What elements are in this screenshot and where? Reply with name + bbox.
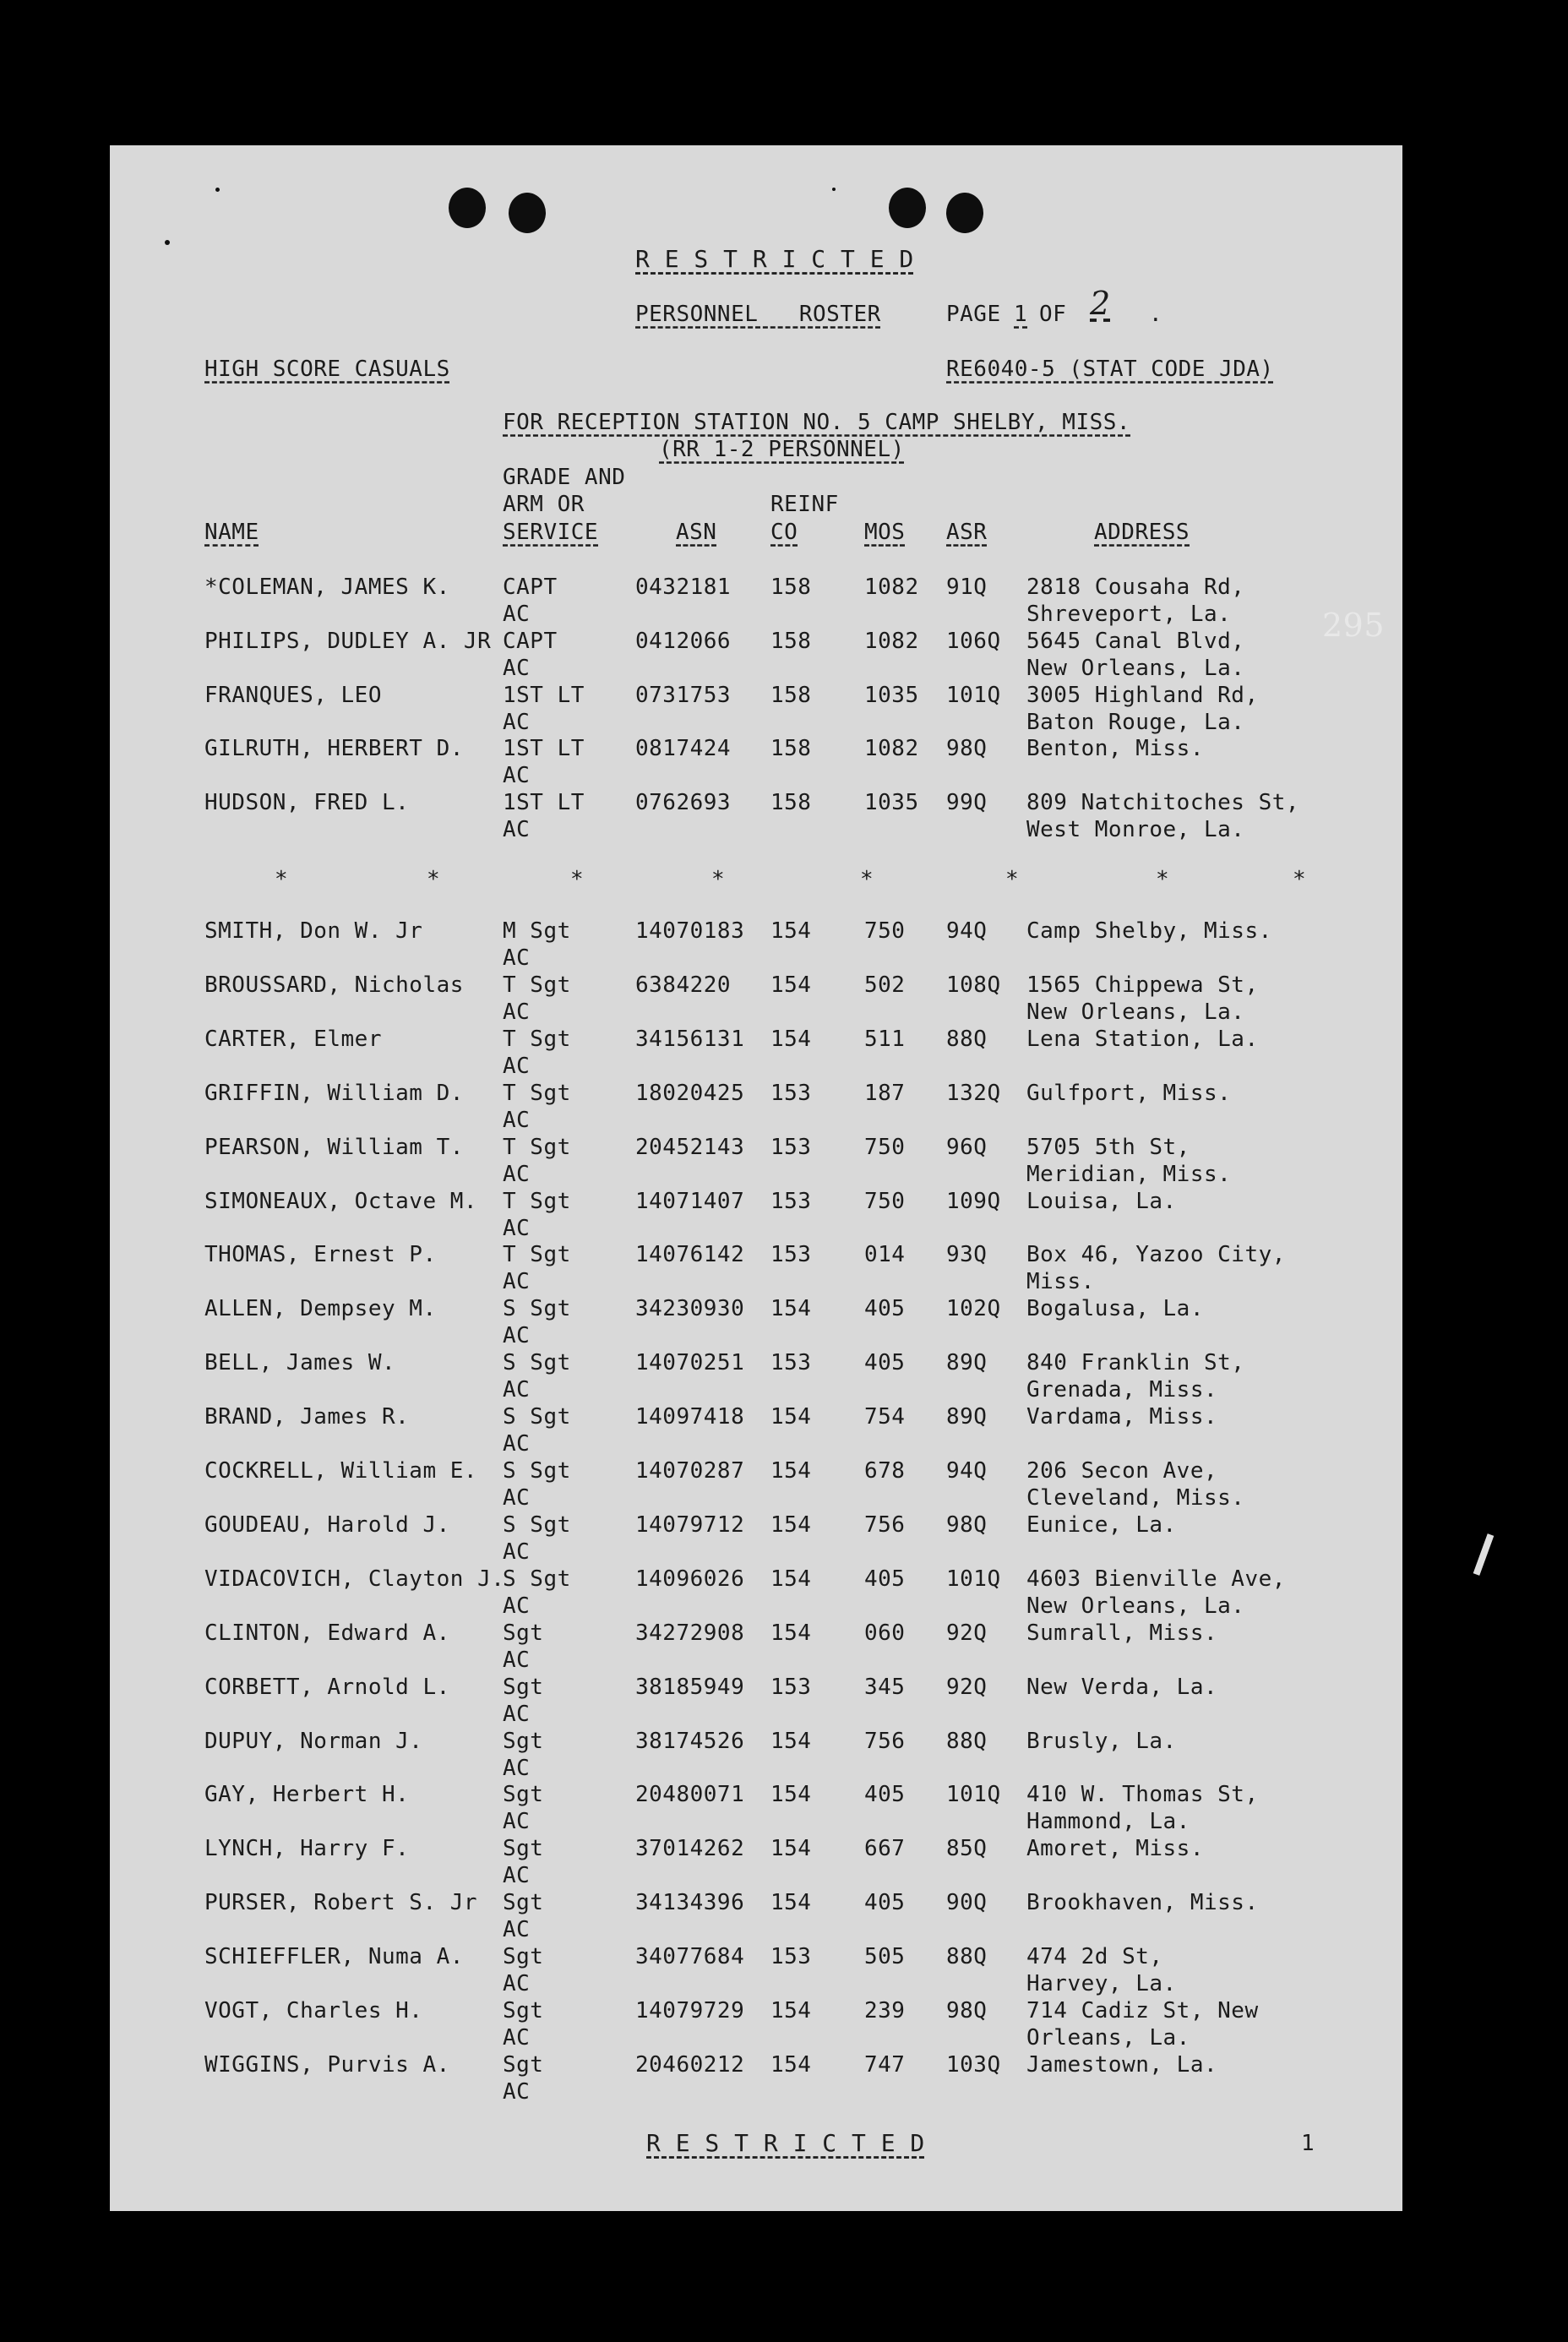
cell-co: 153 bbox=[770, 1350, 812, 1376]
asr-header: ASR bbox=[946, 520, 988, 545]
cell-address-line-1: Brookhaven, Miss. bbox=[1026, 1890, 1259, 1916]
cell-co: 154 bbox=[770, 1782, 812, 1808]
cell-name: GOUDEAU, Harold J. bbox=[204, 1511, 450, 1538]
cell-address-line-2: New Orleans, La. bbox=[1026, 655, 1245, 681]
cell-asn: 0817424 bbox=[635, 736, 732, 762]
document-page bbox=[110, 145, 1402, 2211]
cell-name: SMITH, Don W. Jr bbox=[204, 918, 423, 944]
cell-asn: 14097418 bbox=[635, 1404, 745, 1430]
cell-address-line-1: 5705 5th St, bbox=[1026, 1134, 1190, 1160]
cell-co: 158 bbox=[770, 736, 812, 762]
cell-asn: 14079729 bbox=[635, 1998, 745, 2023]
personnel-type: (RR 1-2 PERSONNEL) bbox=[659, 437, 905, 462]
cell-mos: 756 bbox=[864, 1511, 906, 1538]
cell-address-line-1: Lena Station, La. bbox=[1026, 1026, 1259, 1052]
cell-grade: S Sgt bbox=[503, 1404, 571, 1430]
margin-mark bbox=[1473, 1533, 1494, 1576]
cell-mos: 754 bbox=[864, 1404, 906, 1430]
cell-arm: AC bbox=[503, 1539, 531, 1565]
cell-address-line-1: Jamestown, La. bbox=[1026, 2051, 1218, 2078]
cell-address-line-2: Shreveport, La. bbox=[1026, 602, 1232, 627]
cell-asr: 101Q bbox=[946, 682, 1001, 708]
punch-hole bbox=[509, 193, 546, 233]
cell-grade: T Sgt bbox=[503, 1242, 571, 1268]
cell-asr: 101Q bbox=[946, 1566, 1001, 1592]
cell-mos: 511 bbox=[864, 1026, 906, 1052]
cell-mos: 345 bbox=[864, 1674, 906, 1700]
cell-address-line-1: Eunice, La. bbox=[1026, 1511, 1177, 1538]
cell-address-line-1: Benton, Miss. bbox=[1026, 736, 1204, 762]
cell-grade: 1ST LT bbox=[503, 790, 585, 816]
page-total: 2 bbox=[1090, 285, 1111, 322]
cell-arm: AC bbox=[503, 655, 531, 681]
cell-arm: AC bbox=[503, 2025, 531, 2051]
cell-arm: AC bbox=[503, 1755, 531, 1781]
cell-address-line-1: Camp Shelby, Miss. bbox=[1026, 918, 1272, 944]
cell-arm: AC bbox=[503, 2078, 531, 2105]
cell-asr: 90Q bbox=[946, 1890, 988, 1916]
grade-header-2: ARM OR bbox=[503, 492, 585, 517]
grade-header-1: GRADE AND bbox=[503, 465, 626, 490]
cell-grade: Sgt bbox=[503, 1998, 544, 2023]
cell-co: 153 bbox=[770, 1242, 812, 1268]
cell-co: 154 bbox=[770, 1026, 812, 1052]
cell-arm: AC bbox=[503, 1701, 531, 1727]
cell-name: DUPUY, Norman J. bbox=[204, 1728, 423, 1754]
separator-asterisk: * bbox=[711, 867, 726, 892]
cell-grade: CAPT bbox=[503, 575, 558, 600]
cell-asr: 88Q bbox=[946, 1728, 988, 1754]
cell-asr: 89Q bbox=[946, 1404, 988, 1430]
cell-name: BROUSSARD, Nicholas bbox=[204, 972, 464, 998]
cell-address-line-1: 206 Secon Ave, bbox=[1026, 1458, 1218, 1484]
cell-grade: Sgt bbox=[503, 1836, 544, 1862]
cell-asn: 20460212 bbox=[635, 2051, 745, 2078]
cell-asr: 94Q bbox=[946, 918, 988, 944]
cell-arm: AC bbox=[503, 1485, 531, 1511]
page-dot: . bbox=[1149, 302, 1163, 327]
cell-name: GRIFFIN, William D. bbox=[204, 1080, 464, 1106]
cell-address-line-2: Baton Rouge, La. bbox=[1026, 709, 1245, 735]
cell-address-line-1: Bogalusa, La. bbox=[1026, 1296, 1204, 1322]
cell-address-line-1: Box 46, Yazoo City, bbox=[1026, 1242, 1286, 1268]
cell-mos: 750 bbox=[864, 1134, 906, 1160]
cell-grade: T Sgt bbox=[503, 1026, 571, 1052]
asn-header: ASN bbox=[676, 520, 717, 545]
cell-arm: AC bbox=[503, 1053, 531, 1079]
cell-grade: 1ST LT bbox=[503, 682, 585, 708]
cell-asr: 108Q bbox=[946, 972, 1001, 998]
grade-header-3: SERVICE bbox=[503, 520, 599, 545]
cell-name: PEARSON, William T. bbox=[204, 1134, 464, 1160]
cell-address-line-2: New Orleans, La. bbox=[1026, 1593, 1245, 1619]
separator-asterisk: * bbox=[1156, 867, 1170, 892]
cell-grade: S Sgt bbox=[503, 1566, 571, 1592]
cell-mos: 1082 bbox=[864, 736, 919, 762]
roster-title: PERSONNEL ROSTER bbox=[635, 302, 881, 327]
cell-arm: AC bbox=[503, 602, 531, 627]
cell-asn: 18020425 bbox=[635, 1080, 745, 1106]
cell-asr: 92Q bbox=[946, 1674, 988, 1700]
cell-grade: M Sgt bbox=[503, 918, 571, 944]
cell-asr: 89Q bbox=[946, 1350, 988, 1376]
cell-mos: 678 bbox=[864, 1458, 906, 1484]
speck bbox=[215, 188, 220, 192]
cell-name: BRAND, James R. bbox=[204, 1404, 410, 1430]
cell-address-line-1: 410 W. Thomas St, bbox=[1026, 1782, 1259, 1808]
cell-mos: 405 bbox=[864, 1782, 906, 1808]
cell-asn: 34134396 bbox=[635, 1890, 745, 1916]
cell-name: SCHIEFFLER, Numa A. bbox=[204, 1944, 464, 1970]
cell-address-line-2: Harvey, La. bbox=[1026, 1971, 1177, 1997]
reception-station: FOR RECEPTION STATION NO. 5 CAMP SHELBY, MISS. bbox=[503, 410, 1131, 435]
cell-asn: 34156131 bbox=[635, 1026, 745, 1052]
cell-arm: AC bbox=[503, 1107, 531, 1133]
category-label: HIGH SCORE CASUALS bbox=[204, 357, 450, 382]
cell-asr: 92Q bbox=[946, 1620, 988, 1646]
cell-grade: Sgt bbox=[503, 1728, 544, 1754]
reinf-header-2: CO bbox=[770, 520, 798, 545]
cell-asn: 14070183 bbox=[635, 918, 745, 944]
cell-co: 154 bbox=[770, 1296, 812, 1322]
cell-co: 154 bbox=[770, 1566, 812, 1592]
cell-arm: AC bbox=[503, 1593, 531, 1619]
cell-address-line-2: Grenada, Miss. bbox=[1026, 1377, 1218, 1403]
cell-mos: 405 bbox=[864, 1296, 906, 1322]
cell-name: ALLEN, Dempsey M. bbox=[204, 1296, 437, 1322]
cell-co: 158 bbox=[770, 682, 812, 708]
cell-grade: Sgt bbox=[503, 2051, 544, 2078]
cell-mos: 756 bbox=[864, 1728, 906, 1754]
page-label: PAGE bbox=[946, 302, 1001, 327]
cell-asn: 14096026 bbox=[635, 1566, 745, 1592]
cell-co: 153 bbox=[770, 1080, 812, 1106]
cell-grade: Sgt bbox=[503, 1782, 544, 1808]
cell-asn: 0412066 bbox=[635, 628, 732, 654]
cell-co: 154 bbox=[770, 1458, 812, 1484]
cell-mos: 1082 bbox=[864, 628, 919, 654]
address-header: ADDRESS bbox=[1094, 520, 1190, 545]
cell-mos: 502 bbox=[864, 972, 906, 998]
cell-address-line-1: 2818 Cousaha Rd, bbox=[1026, 575, 1245, 600]
mos-header: MOS bbox=[864, 520, 906, 545]
cell-address-line-1: Vardama, Miss. bbox=[1026, 1404, 1218, 1430]
cell-mos: 405 bbox=[864, 1350, 906, 1376]
cell-co: 153 bbox=[770, 1944, 812, 1970]
reinf-header-1: REINF bbox=[770, 492, 839, 517]
cell-co: 154 bbox=[770, 918, 812, 944]
footer-page-number: 1 bbox=[1301, 2131, 1315, 2156]
cell-name: WIGGINS, Purvis A. bbox=[204, 2051, 450, 2078]
cell-asr: 91Q bbox=[946, 575, 988, 600]
separator-asterisk: * bbox=[1005, 867, 1020, 892]
cell-grade: S Sgt bbox=[503, 1296, 571, 1322]
cell-grade: Sgt bbox=[503, 1890, 544, 1916]
cell-co: 153 bbox=[770, 1188, 812, 1214]
cell-name: GAY, Herbert H. bbox=[204, 1782, 410, 1808]
cell-address-line-1: Brusly, La. bbox=[1026, 1728, 1177, 1754]
cell-asr: 98Q bbox=[946, 1511, 988, 1538]
punch-hole bbox=[889, 188, 926, 228]
cell-mos: 1035 bbox=[864, 790, 919, 816]
cell-asn: 14071407 bbox=[635, 1188, 745, 1214]
cell-co: 154 bbox=[770, 1890, 812, 1916]
cell-address-line-1: Louisa, La. bbox=[1026, 1188, 1177, 1214]
cell-asn: 34077684 bbox=[635, 1944, 745, 1970]
cell-mos: 014 bbox=[864, 1242, 906, 1268]
cell-asn: 20452143 bbox=[635, 1134, 745, 1160]
cell-asn: 37014262 bbox=[635, 1836, 745, 1862]
cell-arm: AC bbox=[503, 1269, 531, 1295]
classification-top: R E S T R I C T E D bbox=[635, 245, 914, 273]
separator-asterisk: * bbox=[860, 867, 874, 892]
cell-arm: AC bbox=[503, 1161, 531, 1187]
cell-grade: CAPT bbox=[503, 628, 558, 654]
cell-address-line-1: Amoret, Miss. bbox=[1026, 1836, 1204, 1862]
cell-arm: AC bbox=[503, 1863, 531, 1889]
cell-address-line-1: 809 Natchitoches St, bbox=[1026, 790, 1300, 816]
cell-arm: AC bbox=[503, 1323, 531, 1349]
cell-asr: 103Q bbox=[946, 2051, 1001, 2078]
cell-asr: 99Q bbox=[946, 790, 988, 816]
cell-arm: AC bbox=[503, 1809, 531, 1835]
cell-name: CARTER, Elmer bbox=[204, 1026, 382, 1052]
cell-address-line-1: 474 2d St, bbox=[1026, 1944, 1163, 1970]
cell-name: LYNCH, Harry F. bbox=[204, 1836, 410, 1862]
cell-address-line-1: 714 Cadiz St, New bbox=[1026, 1998, 1259, 2023]
station-code: RE6040-5 (STAT CODE JDA) bbox=[946, 357, 1274, 382]
cell-co: 158 bbox=[770, 575, 812, 600]
cell-mos: 505 bbox=[864, 1944, 906, 1970]
cell-co: 154 bbox=[770, 972, 812, 998]
cell-asr: 132Q bbox=[946, 1080, 1001, 1106]
cell-co: 154 bbox=[770, 1836, 812, 1862]
cell-address-line-2: Cleveland, Miss. bbox=[1026, 1485, 1245, 1511]
cell-asn: 0731753 bbox=[635, 682, 732, 708]
cell-arm: AC bbox=[503, 817, 531, 843]
cell-name: PURSER, Robert S. Jr bbox=[204, 1890, 478, 1916]
cell-asn: 14076142 bbox=[635, 1242, 745, 1268]
cell-address-line-2: West Monroe, La. bbox=[1026, 817, 1245, 843]
cell-co: 154 bbox=[770, 1511, 812, 1538]
cell-name: GILRUTH, HERBERT D. bbox=[204, 736, 464, 762]
cell-asn: 34230930 bbox=[635, 1296, 745, 1322]
cell-asn: 14070251 bbox=[635, 1350, 745, 1376]
cell-asr: 106Q bbox=[946, 628, 1001, 654]
cell-arm: AC bbox=[503, 1377, 531, 1403]
cell-arm: AC bbox=[503, 999, 531, 1025]
speck bbox=[832, 188, 836, 191]
cell-asr: 94Q bbox=[946, 1458, 988, 1484]
cell-address-line-1: Gulfport, Miss. bbox=[1026, 1080, 1232, 1106]
cell-mos: 747 bbox=[864, 2051, 906, 2078]
cell-grade: S Sgt bbox=[503, 1458, 571, 1484]
cell-name: BELL, James W. bbox=[204, 1350, 396, 1376]
cell-address-line-2: Miss. bbox=[1026, 1269, 1095, 1295]
punch-hole bbox=[449, 188, 486, 228]
cell-address-line-2: Meridian, Miss. bbox=[1026, 1161, 1232, 1187]
cell-asn: 34272908 bbox=[635, 1620, 745, 1646]
cell-arm: AC bbox=[503, 1647, 531, 1673]
cell-grade: T Sgt bbox=[503, 1080, 571, 1106]
cell-asr: 88Q bbox=[946, 1944, 988, 1970]
separator-asterisk: * bbox=[427, 867, 441, 892]
cell-address-line-2: New Orleans, La. bbox=[1026, 999, 1245, 1025]
cell-address-line-2: Orleans, La. bbox=[1026, 2025, 1190, 2051]
cell-name: FRANQUES, LEO bbox=[204, 682, 382, 708]
cell-arm: AC bbox=[503, 709, 531, 735]
cell-asn: 0762693 bbox=[635, 790, 732, 816]
separator-asterisk: * bbox=[1293, 867, 1307, 892]
cell-asr: 96Q bbox=[946, 1134, 988, 1160]
cell-asn: 38174526 bbox=[635, 1728, 745, 1754]
cell-mos: 1082 bbox=[864, 575, 919, 600]
cell-co: 154 bbox=[770, 2051, 812, 2078]
page-number: 1 bbox=[1014, 302, 1028, 327]
cell-co: 153 bbox=[770, 1674, 812, 1700]
cell-asn: 14070287 bbox=[635, 1458, 745, 1484]
cell-mos: 405 bbox=[864, 1890, 906, 1916]
cell-asn: 38185949 bbox=[635, 1674, 745, 1700]
speck bbox=[165, 240, 170, 245]
cell-arm: AC bbox=[503, 1971, 531, 1997]
cell-asn: 0432181 bbox=[635, 575, 732, 600]
separator-asterisk: * bbox=[275, 867, 289, 892]
cell-name: VIDACOVICH, Clayton J. bbox=[204, 1566, 505, 1592]
cell-mos: 750 bbox=[864, 918, 906, 944]
cell-address-line-1: 840 Franklin St, bbox=[1026, 1350, 1245, 1376]
cell-arm: AC bbox=[503, 1431, 531, 1457]
cell-name: PHILIPS, DUDLEY A. JR bbox=[204, 628, 492, 654]
cell-grade: Sgt bbox=[503, 1944, 544, 1970]
cell-mos: 750 bbox=[864, 1188, 906, 1214]
cell-name: *COLEMAN, JAMES K. bbox=[204, 575, 450, 600]
cell-mos: 405 bbox=[864, 1566, 906, 1592]
cell-name: SIMONEAUX, Octave M. bbox=[204, 1188, 478, 1214]
cell-address-line-1: 3005 Highland Rd, bbox=[1026, 682, 1259, 708]
cell-address-line-1: Sumrall, Miss. bbox=[1026, 1620, 1218, 1646]
cell-mos: 060 bbox=[864, 1620, 906, 1646]
cell-arm: AC bbox=[503, 763, 531, 789]
cell-address-line-1: 5645 Canal Blvd, bbox=[1026, 628, 1245, 654]
stamp-number: 295 bbox=[1322, 607, 1386, 644]
cell-asr: 85Q bbox=[946, 1836, 988, 1862]
cell-co: 154 bbox=[770, 1620, 812, 1646]
cell-grade: T Sgt bbox=[503, 1134, 571, 1160]
cell-asr: 101Q bbox=[946, 1782, 1001, 1808]
cell-name: CLINTON, Edward A. bbox=[204, 1620, 450, 1646]
cell-asr: 88Q bbox=[946, 1026, 988, 1052]
cell-asn: 20480071 bbox=[635, 1782, 745, 1808]
cell-grade: T Sgt bbox=[503, 972, 571, 998]
cell-arm: AC bbox=[503, 1917, 531, 1943]
cell-name: COCKRELL, William E. bbox=[204, 1458, 478, 1484]
cell-name: VOGT, Charles H. bbox=[204, 1998, 423, 2023]
cell-name: CORBETT, Arnold L. bbox=[204, 1674, 450, 1700]
cell-name: HUDSON, FRED L. bbox=[204, 790, 410, 816]
cell-mos: 187 bbox=[864, 1080, 906, 1106]
cell-asr: 109Q bbox=[946, 1188, 1001, 1214]
cell-co: 158 bbox=[770, 790, 812, 816]
cell-mos: 1035 bbox=[864, 682, 919, 708]
cell-co: 158 bbox=[770, 628, 812, 654]
classification-bottom: R E S T R I C T E D bbox=[646, 2129, 925, 2157]
cell-address-line-1: 4603 Bienville Ave, bbox=[1026, 1566, 1286, 1592]
cell-arm: AC bbox=[503, 945, 531, 971]
cell-mos: 239 bbox=[864, 1998, 906, 2023]
cell-co: 154 bbox=[770, 1728, 812, 1754]
cell-asn: 14079712 bbox=[635, 1511, 745, 1538]
name-header: NAME bbox=[204, 520, 259, 545]
separator-asterisk: * bbox=[570, 867, 585, 892]
punch-hole bbox=[946, 193, 983, 233]
cell-co: 154 bbox=[770, 1404, 812, 1430]
cell-grade: Sgt bbox=[503, 1620, 544, 1646]
cell-address-line-1: New Verda, La. bbox=[1026, 1674, 1218, 1700]
cell-co: 153 bbox=[770, 1134, 812, 1160]
cell-co: 154 bbox=[770, 1998, 812, 2023]
cell-arm: AC bbox=[503, 1215, 531, 1241]
cell-address-line-2: Hammond, La. bbox=[1026, 1809, 1190, 1835]
cell-asr: 102Q bbox=[946, 1296, 1001, 1322]
cell-asn: 6384220 bbox=[635, 972, 732, 998]
of-label: OF bbox=[1039, 302, 1067, 327]
cell-mos: 667 bbox=[864, 1836, 906, 1862]
cell-grade: S Sgt bbox=[503, 1511, 571, 1538]
cell-address-line-1: 1565 Chippewa St, bbox=[1026, 972, 1259, 998]
cell-asr: 98Q bbox=[946, 736, 988, 762]
cell-grade: S Sgt bbox=[503, 1350, 571, 1376]
cell-grade: Sgt bbox=[503, 1674, 544, 1700]
cell-grade: T Sgt bbox=[503, 1188, 571, 1214]
cell-asr: 93Q bbox=[946, 1242, 988, 1268]
cell-grade: 1ST LT bbox=[503, 736, 585, 762]
cell-asr: 98Q bbox=[946, 1998, 988, 2023]
cell-name: THOMAS, Ernest P. bbox=[204, 1242, 437, 1268]
